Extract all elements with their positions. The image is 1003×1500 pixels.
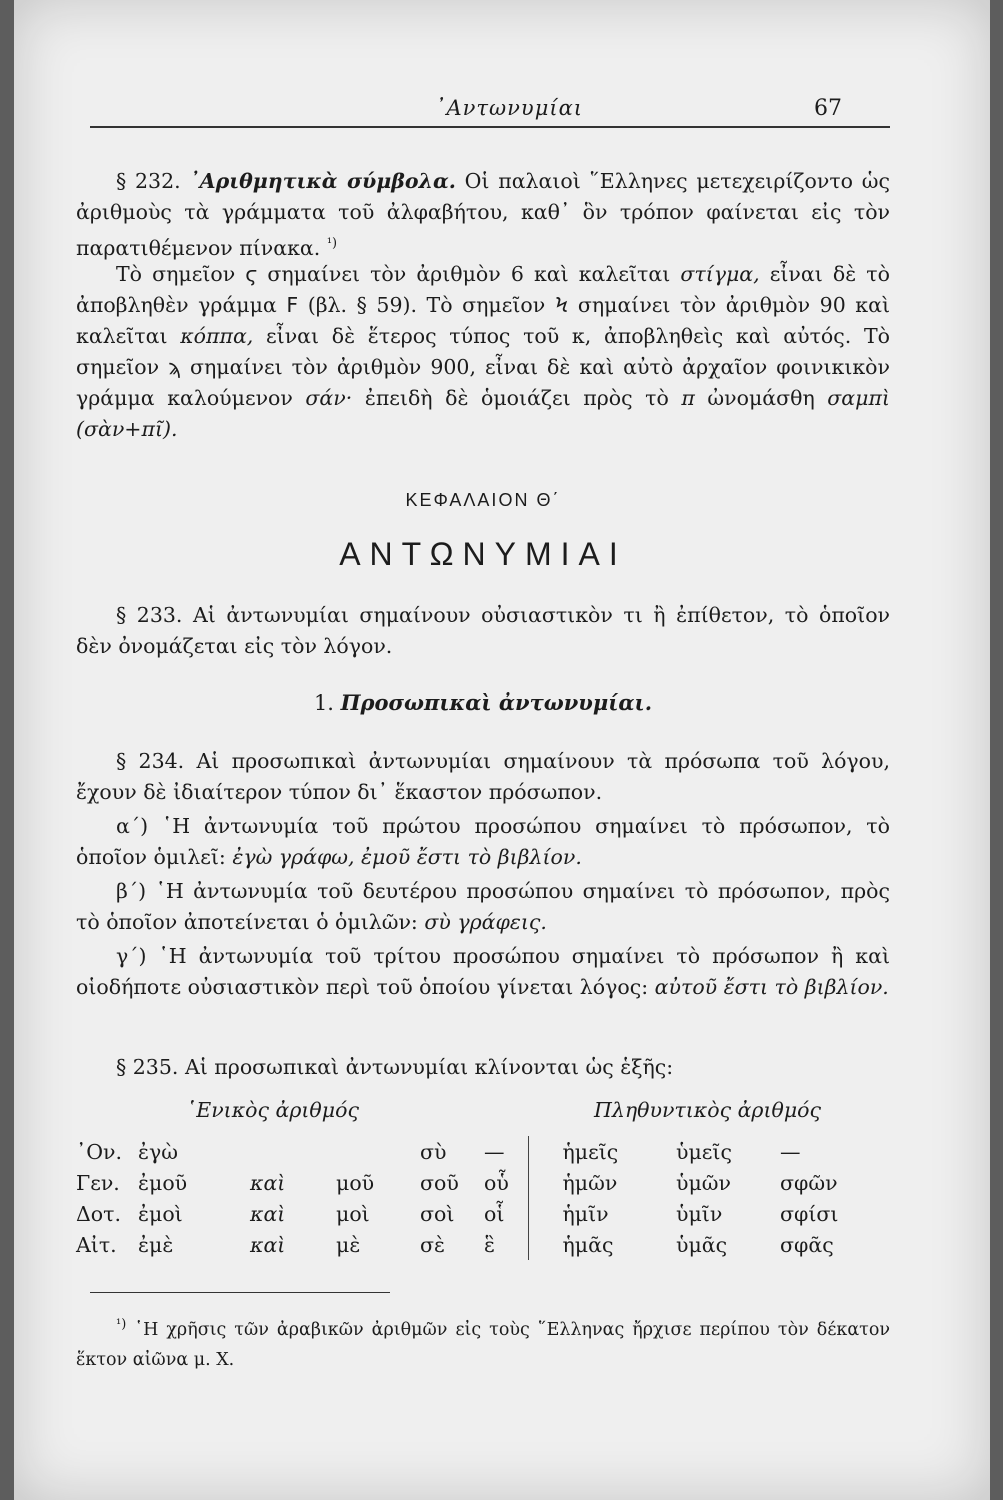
table-cell-p3: — xyxy=(780,1139,801,1164)
sampi-word: σαμπὶ (σὰν+πῖ). xyxy=(76,386,890,441)
digamma-symbol: Ϝ xyxy=(286,293,299,317)
subheading xyxy=(76,690,890,715)
section-234-number: § 234. xyxy=(116,749,185,773)
table-cell-s1b: μὲ xyxy=(336,1232,361,1257)
text-segment: εἶναι δὲ τὸ ἀποβληθὲν γράμμα xyxy=(76,262,890,317)
table-cell-s1: ἐμὲ xyxy=(138,1232,174,1257)
item-b-label: β΄) xyxy=(116,879,147,903)
table-cell-p3: σφίσι xyxy=(780,1201,839,1226)
item-b-text: ῾Η ἀντωνυμία τοῦ δευτέρου προσώπου σημαίνει τὸ πρόσωπον, πρὸς τὸ ὁποῖον ἀποτείνεται ὁ ὁμιλῶν: xyxy=(76,879,890,934)
table-row xyxy=(76,1198,890,1229)
table-cell-s2: σοῦ xyxy=(420,1170,459,1195)
item-a-label: α΄) xyxy=(116,814,149,838)
stigma-symbol: ϛ xyxy=(245,262,258,286)
section-232-number: § 232. xyxy=(116,169,181,193)
item-c-text: ῾Η ἀντωνυμία τοῦ τρίτου προσώπου σημαίνει τὸ πρόσωπον ἢ καὶ οἱοδήποτε οὐσιαστικὸν περὶ τοῦ ὁποίου γίνεται λόγος: xyxy=(76,944,890,999)
declension-table xyxy=(76,1136,890,1260)
table-cell-p1: ἡμᾶς xyxy=(528,1229,676,1260)
table-cell-p2: ὑμῖν xyxy=(676,1201,723,1226)
table-cell-s1: ἐγὼ xyxy=(138,1139,178,1164)
table-cell-s1b: μοῦ xyxy=(336,1170,375,1195)
table-cell-case: Αἰτ. xyxy=(76,1232,117,1257)
text-segment: ἐπειδὴ δὲ ὁμοιάζει πρὸς τὸ xyxy=(364,386,669,410)
table-cell-s2: σὺ xyxy=(420,1139,447,1164)
plural-heading: Πληθυντικὸς ἀριθμός xyxy=(594,1098,822,1122)
table-cell-p2: ὑμεῖς xyxy=(676,1139,732,1164)
item-c-example: αὐτοῦ ἔστι τὸ βιβλίον. xyxy=(654,975,889,999)
footnote-mark: ¹) xyxy=(116,1317,127,1332)
text-segment: σημαίνει τὸν ἀριθμὸν 90 καὶ καλεῖται xyxy=(76,293,890,348)
chapter-label: ΚΕΦΑΛΑΙΟΝ Θ΄ xyxy=(405,490,561,510)
table-cell-p2: ὑμῶν xyxy=(676,1170,731,1195)
koppa-symbol: Ϟ xyxy=(554,293,569,317)
koppa-word: κόππα, xyxy=(180,324,254,348)
running-header-title: ᾿Αντωνυμίαι xyxy=(434,96,583,120)
section-235-text: Αἱ προσωπικαὶ ἀντωνυμίαι κλίνονται ὡς ἑξῆς: xyxy=(184,1055,674,1079)
section-232-paragraph-1 xyxy=(76,166,890,264)
subheading-number: 1. xyxy=(313,691,334,715)
singular-heading: ῾Ενικὸς ἀριθμός xyxy=(186,1098,359,1122)
table-cell-p1: ἡμῖν xyxy=(528,1198,676,1229)
section-232-text-1: Οἱ παλαιοὶ ῞Ελληνες μετεχειρίζοντο ὡς ἀριθμοὺς τὰ γράμματα τοῦ ἀλφαβήτου, καθ᾿ ὃν τρόπον φαίνεται εἰς τὸν παρατιθέμενον πίνακα. xyxy=(76,169,890,260)
section-234-item-c xyxy=(76,941,890,1003)
table-cell-s2: σὲ xyxy=(420,1232,445,1257)
footnote-text: ῾Η χρῆσις τῶν ἀραβικῶν ἀριθμῶν εἰς τοὺς ῞Ελληνας ἤρχισε περίπου τὸν δέκατον ἕκτον αἰῶνα μ. Χ. xyxy=(76,1319,890,1370)
table-cell-s1: ἐμοὶ xyxy=(138,1201,183,1226)
table-row xyxy=(76,1136,890,1167)
table-cell-s3: οὗ xyxy=(484,1170,509,1195)
section-235-number: § 235. xyxy=(116,1055,179,1079)
footnote xyxy=(76,1310,890,1375)
table-cell-p2: ὑμᾶς xyxy=(676,1232,728,1257)
table-cell-kai: καὶ xyxy=(250,1201,286,1226)
san-word: σάν· xyxy=(305,386,353,410)
table-row xyxy=(76,1167,890,1198)
text-segment: ὠνομάσθη xyxy=(707,386,815,410)
table-cell-case: Δοτ. xyxy=(76,1201,122,1226)
table-cell-p3: σφῶν xyxy=(780,1170,838,1195)
item-a-example: ἐγὼ γράφω, ἐμοῦ ἔστι τὸ βιβλίον. xyxy=(232,845,582,869)
section-235-paragraph xyxy=(76,1052,890,1083)
table-cell-s1b: μοὶ xyxy=(336,1201,370,1226)
section-234-item-a xyxy=(76,811,890,873)
item-a-text: ῾Η ἀντωνυμία τοῦ πρώτου προσώπου σημαίνει τὸ πρόσωπον, τὸ ὁποῖον ὁμιλεῖ: xyxy=(76,814,890,869)
item-c-label: γ΄) xyxy=(116,944,147,968)
table-cell-kai xyxy=(250,1136,336,1167)
table-cell-s3: — xyxy=(484,1139,505,1164)
table-cell-s2: σοὶ xyxy=(420,1201,455,1226)
table-cell-s1: ἐμοῦ xyxy=(138,1170,188,1195)
text-segment: σημαίνει τὸν ἀριθμὸν 6 καὶ καλεῖται xyxy=(267,262,671,286)
book-page xyxy=(14,0,990,1500)
section-234-item-b xyxy=(76,876,890,938)
section-232-heading: ᾿Αριθμητικὰ σύμβολα. xyxy=(189,169,456,193)
stigma-word: στίγμα, xyxy=(680,262,760,286)
table-cell-p1: ἡμεῖς xyxy=(528,1136,676,1167)
footnote-rule xyxy=(90,1292,390,1293)
table-cell-kai: καὶ xyxy=(250,1232,286,1257)
subheading-title: Προσωπικαὶ ἀντωνυμίαι. xyxy=(340,690,653,715)
table-cell-kai: καὶ xyxy=(250,1170,286,1195)
pi-letter: π xyxy=(681,386,695,410)
section-233-paragraph xyxy=(76,600,890,662)
footnote-reference: ¹) xyxy=(326,236,338,251)
section-234-text: Αἱ προσωπικαὶ ἀντωνυμίαι σημαίνουν τὰ πρόσωπα τοῦ λόγου, ἔχουν δὲ ἰδιαίτερον τύπον δι᾿ ἕκαστον πρόσωπον. xyxy=(76,749,890,804)
section-233-number: § 233. xyxy=(116,603,183,627)
table-cell-s3: ἓ xyxy=(484,1232,496,1257)
section-232-paragraph-2 xyxy=(76,259,890,445)
chapter-title: ΑΝΤΩΝΥΜΙΑΙ xyxy=(339,536,627,572)
table-cell-p1: ἡμῶν xyxy=(528,1167,676,1198)
table-cell-case: ᾿Ον. xyxy=(76,1139,123,1164)
page-number: 67 xyxy=(814,96,842,121)
section-233-text: Αἱ ἀντωνυμίαι σημαίνουν οὐσιαστικὸν τι ἢ ἐπίθετον, τὸ ὁποῖον δὲν ὀνομάζεται εἰς τὸν λόγον. xyxy=(76,603,890,658)
table-cell-case: Γεν. xyxy=(76,1170,120,1195)
header-rule xyxy=(90,126,890,128)
text-segment: εἶναι δὲ ἕτερος τύπος τοῦ κ, ἀποβληθεὶς καὶ αὐτός. Τὸ σημεῖον xyxy=(76,324,890,379)
table-row xyxy=(76,1229,890,1260)
text-segment: (βλ. § 59). Τὸ σημεῖον xyxy=(307,293,546,317)
table-cell-p3: σφᾶς xyxy=(780,1232,834,1257)
table-cell-s1b xyxy=(336,1136,420,1167)
table-cell-s3: οἷ xyxy=(484,1201,505,1226)
text-segment: σημαίνει τὸν ἀριθμὸν 900, εἶναι δὲ καὶ αὐτὸ ἀρχαῖον φοινικικὸν γράμμα καλούμενον xyxy=(76,355,890,410)
item-b-example: σὺ γράφεις. xyxy=(424,910,547,934)
text-segment: Τὸ σημεῖον xyxy=(116,262,236,286)
sampi-symbol: ϡ xyxy=(168,355,181,379)
section-234-paragraph xyxy=(76,746,890,808)
